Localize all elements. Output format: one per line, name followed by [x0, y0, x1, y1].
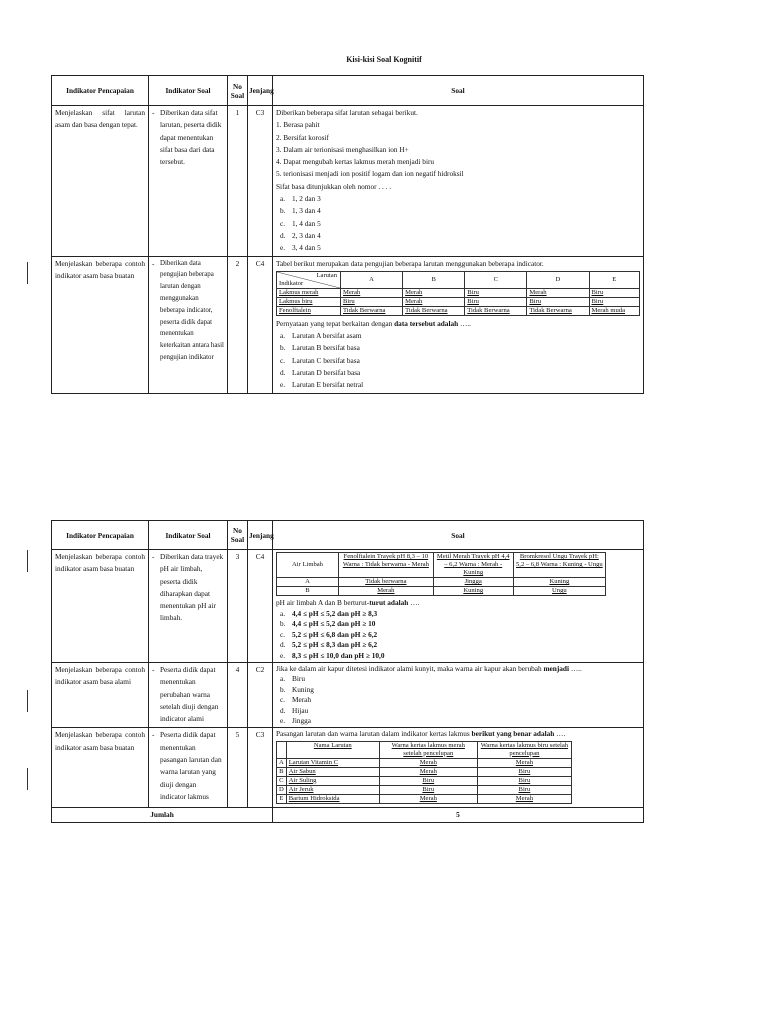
soal-cell [273, 106, 644, 257]
jenjang: C4 [248, 256, 273, 393]
no-soal: 1 [228, 106, 248, 257]
margin-bar [27, 690, 28, 712]
option: d. Hijau [280, 705, 309, 715]
soal-question: Pasangan larutan dan warna larutan dalam indikator kertas lakmus berikut yang benar adalah …. [276, 729, 566, 739]
table-row: A Larutan Vitamin C Merah Merah [277, 758, 572, 767]
soal-cell [273, 550, 644, 663]
col-header: A [341, 271, 403, 288]
col-header: Nama Larutan [286, 741, 379, 758]
jumlah-label: Jumlah [52, 807, 273, 822]
statement: 3. Dalam air terionisasi menghasilkan ion H+ [276, 144, 409, 154]
option: c. 5,2 ≤ pH ≤ 6,8 dan pH ≥ 6,2 [280, 629, 378, 639]
statement: 5. terionisasi menjadi ion positif logam dan ion negatif hidroksil [276, 169, 464, 179]
question-row-3 [52, 550, 644, 663]
col-header: D [527, 271, 589, 288]
indikator-soal: Peserta didik dapat menentukan pasangan larutan dan warna larutan yang diuji dengan indicator lakmus [160, 730, 222, 801]
options-list [276, 674, 640, 726]
indikator-pencapaian: Menjelaskan beberapa contoh indikator asam basa buatan [52, 550, 149, 663]
soal-cell [273, 663, 644, 728]
col-header: Fenolftalein Trayek pH 8,3 – 10 Warna : Tidak berwarna - Merah [339, 553, 434, 578]
col-header: Warna kertas lakmus biru setelah pencelupan [477, 741, 571, 758]
indikator-soal-cell: - Diberikan data pengujian beberapa larutan dengan menggunakan beberapa indicator, peserta didik dapat menentukan keterkaitan antara hasil pengujian indikator [149, 256, 228, 393]
options-list [276, 330, 640, 391]
table-corner [277, 271, 341, 288]
indikator-pencapaian: Menjelaskan beberapa contoh indikator asam basa alami [52, 663, 149, 728]
indikator-soal-cell: - Diberikan data sifat larutan, peserta didik dapat menentukan sifat basa dari data tersebut. [149, 106, 228, 257]
table-corner: Air Limbah [277, 553, 339, 578]
jumlah-value: 5 [273, 807, 644, 822]
trayek-ph-table [276, 552, 606, 596]
jenjang: C3 [248, 106, 273, 257]
table-row: A Tidak berwarna Jingga Kuning [277, 578, 606, 587]
option: d. 5,2 ≤ pH ≤ 8,3 dan pH ≥ 6,2 [280, 640, 378, 649]
option: e. Larutan E bersifat netral [280, 380, 364, 390]
table-row: B Merah Kuning Ungu [277, 587, 606, 596]
indikator-pencapaian: Menjelaskan beberapa contoh indikator asam basa buatan [52, 728, 149, 807]
header-indikator-pencapaian: Indikator Pencapaian [52, 521, 149, 550]
option: b. 1, 3 dan 4 [280, 206, 321, 216]
header-indikator-soal: Indikator Soal [149, 76, 228, 106]
soal-intro: Diberikan beberapa sifat larutan sebagai berikut. [276, 108, 418, 117]
indikator-soal-cell: - Peserta didik dapat menentukan pasangan larutan dan warna larutan yang diuji dengan indicator lakmus [149, 728, 228, 807]
table-row: Lakmus biru Biru Merah Biru Biru Biru [277, 297, 640, 306]
indikator-soal-cell: - Diberikan data trayek pH air limbah, peserta didik diharapkan dapat menentukan pH air limbah. [149, 550, 228, 663]
option: d. Larutan D bersifat basa [280, 368, 361, 378]
option: a. 1, 2 dan 3 [280, 194, 321, 204]
option: b. 4,4 ≤ pH ≤ 5,2 dan pH ≥ 10 [280, 619, 376, 628]
option: c. Merah [280, 695, 312, 705]
soal-intro: Tabel berikut merupakan data pengujian beberapa larutan menggunakan beberapa indicator. [276, 258, 544, 268]
indikator-soal: Diberikan data pengujian beberapa larutan dengan menggunakan beberapa indicator, peserta didik dapat menentukan keterkaitan antara hasil pengujian indikator [160, 259, 224, 361]
col-header: Bromkresol Ungu Trayek pH: 5,2 – 6,8 Warna : Kuning - Ungu [513, 553, 605, 578]
page-title: Kisi-kisi Soal Kognitif [346, 55, 422, 64]
header-indikator-pencapaian: Indikator Pencapaian [52, 76, 149, 106]
soal-cell [273, 728, 644, 807]
indikator-soal: Peserta didik dapat menentukan perubahan warna setelah diuji dengan indicator alami [160, 665, 219, 724]
header-soal: Soal [273, 76, 644, 106]
no-soal: 5 [228, 728, 248, 807]
indikator-soal-cell: - Peserta didik dapat menentukan perubahan warna setelah diuji dengan indicator alami [149, 663, 228, 728]
col-header: Warna kertas lakmus merah setelah pencelupan [379, 741, 477, 758]
margin-bar [27, 550, 28, 572]
header-no-soal: No Soal [228, 76, 248, 106]
option: b. Kuning [280, 684, 314, 694]
statement: 1. Berasa pahit [276, 120, 320, 130]
header-indikator-soal: Indikator Soal [149, 521, 228, 550]
soal-cell [273, 256, 644, 393]
col-header: B [403, 271, 465, 288]
indikator-pencapaian: Menjelaskan sifat larutan asam dan basa dengan tepat. [52, 106, 149, 257]
option: e. Jingga [280, 716, 312, 726]
statement: 4. Dapat mengubah kertas lakmus merah menjadi biru [276, 157, 435, 167]
question-row-5 [52, 728, 644, 807]
option: b. Larutan B bersifat basa [280, 343, 360, 353]
question-row-4 [52, 663, 644, 728]
indikator-soal: Diberikan data trayek pH air limbah, peserta didik diharapkan dapat menentukan pH air limbah. [160, 552, 224, 623]
header-jenjang: Jenjang [248, 76, 273, 106]
soal-question: Sifat basa ditunjukkan oleh nomor . . . . [276, 181, 392, 191]
corner-top-label: Larutan [316, 271, 337, 279]
options-list [276, 193, 640, 254]
no-soal: 3 [228, 550, 248, 663]
margin-bar [27, 262, 28, 284]
col-header: C [465, 271, 527, 288]
jenjang: C4 [248, 550, 273, 663]
no-soal: 4 [228, 663, 248, 728]
col-header: E [589, 271, 640, 288]
lakmus-table [276, 741, 572, 804]
question-row-2 [52, 256, 644, 393]
statement: 2. Bersifat korosif [276, 132, 329, 142]
option: c. 1, 4 dan 5 [280, 218, 321, 228]
kisi-table-2 [51, 520, 644, 823]
margin-bar [27, 768, 28, 790]
table-row: Fenolftalein Tidak Berwarna Tidak Berwarna Tidak Berwarna Tidak Berwarna Merah muda [277, 306, 640, 315]
jenjang: C3 [248, 728, 273, 807]
options-list [276, 609, 640, 662]
indicator-test-table [276, 271, 640, 316]
header-jenjang: Jenjang [248, 521, 273, 550]
indikator-soal: Diberikan data sifat larutan, peserta didik dapat menentukan sifat basa dari data tersebut. [160, 108, 222, 167]
header-no-soal: No Soal [228, 521, 248, 550]
option: e. 3, 4 dan 5 [280, 243, 321, 253]
option: c. Larutan C bersifat basa [280, 355, 360, 365]
table-row: Lakmus merah Merah Merah Biru Merah Biru [277, 288, 640, 297]
no-soal: 2 [228, 256, 248, 393]
corner-bottom-label: Indikator [279, 279, 304, 287]
option: a. Biru [280, 674, 305, 684]
option: d. 2, 3 dan 4 [280, 230, 321, 240]
soal-question: Pernyataan yang tepat berkaitan dengan data tersebut adalah ….. [276, 318, 471, 328]
table-row: C Air Suling Biru Biru [277, 776, 572, 785]
question-row-1 [52, 106, 644, 257]
indikator-pencapaian: Menjelaskan beberapa contoh indikator asam basa buatan [52, 256, 149, 393]
table-row: B Air Sabun Merah Biru [277, 767, 572, 776]
table-row: D Air Jeruk Biru Biru [277, 785, 572, 794]
kisi-table-1 [51, 75, 644, 394]
option: e. 8,3 ≤ pH ≤ 10,0 dan pH ≥ 10,0 [280, 650, 385, 660]
header-row [52, 521, 644, 550]
jumlah-row [52, 807, 644, 822]
col-header: Metil Merah Trayek pH 4,4 – 6,2 Warna : Merah - Kuning [433, 553, 513, 578]
table-row: E Barium Hidroksida Merah Merah [277, 794, 572, 803]
header-soal: Soal [273, 521, 644, 550]
jenjang: C2 [248, 663, 273, 728]
option: a. Larutan A bersifat asam [280, 331, 362, 341]
header-row [52, 76, 644, 106]
soal-question: Jika ke dalam air kapur ditetesi indikator alami kunyit, maka warna air kapur akan berubah menjadi ….. [276, 664, 582, 673]
soal-question: pH air limbah A dan B berturut-turut adalah …. [276, 598, 420, 607]
option: a. 4,4 ≤ pH ≤ 5,2 dan pH ≥ 8,3 [280, 608, 378, 618]
